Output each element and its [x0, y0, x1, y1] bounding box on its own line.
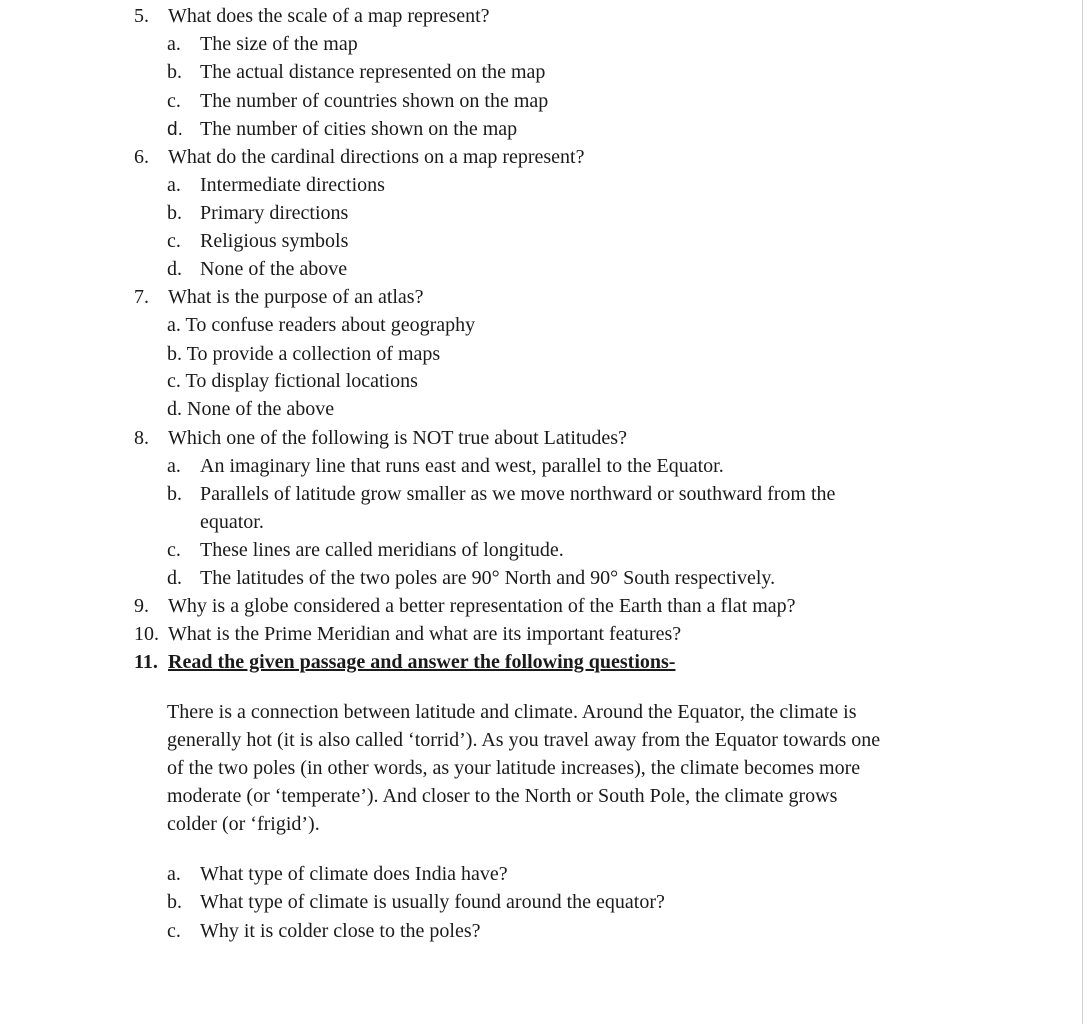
option-letter: c. [167, 920, 181, 942]
option-letter: a. [167, 33, 181, 55]
option-letter: a. [167, 455, 181, 477]
option-text: What type of climate does India have? [200, 863, 508, 885]
question-11-text: Read the given passage and answer the following questions- [168, 651, 676, 673]
question-6-option-a [167, 173, 385, 197]
question-7-text: What is the purpose of an atlas? [168, 286, 424, 308]
question-5-text: What does the scale of a map represent? [168, 5, 490, 27]
option-letter: b. [167, 61, 182, 83]
question-9-text: Why is a globe considered a better representation of the Earth than a flat map? [168, 595, 796, 617]
option-letter: a. [167, 863, 181, 885]
question-7-option-b: b. To provide a collection of maps [167, 343, 441, 365]
option-letter: d. [167, 567, 182, 589]
option-text: The actual distance represented on the map [200, 61, 546, 83]
option-letter: c. [167, 230, 181, 252]
question-7-option-d: d. None of the above [167, 398, 335, 420]
option-letter: b. [167, 202, 182, 224]
option-letter: d. [167, 119, 183, 140]
question-8-option-b-continuation: equator. [200, 511, 264, 533]
question-8-number: 8. [134, 427, 149, 449]
question-5-number: 5. [134, 5, 149, 27]
option-text: The latitudes of the two poles are 90° North and 90° South respectively. [200, 567, 776, 589]
option-text: Parallels of latitude grow smaller as we move northward or southward from the [200, 483, 836, 505]
question-7-number: 7. [134, 286, 149, 308]
question-6 [134, 145, 585, 169]
question-6-option-d [167, 257, 347, 281]
question-6-text: What do the cardinal directions on a map represent? [168, 146, 585, 168]
option-text: The number of countries shown on the map [200, 90, 549, 112]
passage-line-3: of the two poles (in other words, as your latitude increases), the climate becomes more [167, 757, 861, 779]
question-5-option-a [167, 32, 358, 56]
question-9-number: 9. [134, 595, 149, 617]
question-5-option-b [167, 60, 545, 84]
passage-line-5: colder (or ‘frigid’). [167, 813, 320, 835]
option-text: Why it is colder close to the poles? [200, 920, 481, 942]
question-10-number: 10. [134, 623, 159, 645]
question-8-option-b [167, 482, 835, 506]
question-6-option-c [167, 229, 348, 253]
question-8-option-a [167, 454, 724, 478]
option-text: Primary directions [200, 202, 349, 224]
question-11-part-a [167, 862, 508, 886]
question-6-number: 6. [134, 146, 149, 168]
option-text: These lines are called meridians of longitude. [200, 539, 564, 561]
question-11-part-c [167, 919, 480, 943]
option-letter: b. [167, 483, 182, 505]
question-8-option-d [167, 566, 775, 590]
page-edge-divider [1082, 0, 1083, 1024]
question-8-option-c [167, 538, 564, 562]
option-letter: b. [167, 891, 182, 913]
option-text: The size of the map [200, 33, 358, 55]
question-10 [134, 622, 681, 646]
question-8 [134, 426, 627, 450]
question-11-number: 11. [134, 651, 158, 673]
question-7-option-c: c. To display fictional locations [167, 370, 418, 392]
option-letter: c. [167, 90, 181, 112]
option-text: Intermediate directions [200, 174, 385, 196]
option-text: The number of cities shown on the map [200, 118, 518, 140]
option-letter: a. [167, 174, 181, 196]
option-text: An imaginary line that runs east and west, parallel to the Equator. [200, 455, 724, 477]
option-text: What type of climate is usually found around the equator? [200, 891, 665, 913]
question-5-option-d [167, 117, 517, 142]
passage-line-4: moderate (or ‘temperate’). And closer to the North or South Pole, the climate grows [167, 785, 838, 807]
question-7 [134, 285, 423, 309]
question-5 [134, 4, 490, 28]
option-letter: c. [167, 539, 181, 561]
question-11-part-b [167, 890, 665, 914]
question-10-text: What is the Prime Meridian and what are its important features? [168, 623, 682, 645]
question-6-option-b [167, 201, 348, 225]
passage-line-1: There is a connection between latitude and climate. Around the Equator, the climate is [167, 701, 857, 723]
option-text: Religious symbols [200, 230, 349, 252]
question-5-option-c [167, 89, 548, 113]
question-7-option-a: a. To confuse readers about geography [167, 314, 476, 336]
question-8-text: Which one of the following is NOT true about Latitudes? [168, 427, 627, 449]
option-text: None of the above [200, 258, 348, 280]
passage-line-2: generally hot (it is also called ‘torrid’). As you travel away from the Equator towards one [167, 729, 881, 751]
option-letter: d. [167, 258, 182, 280]
question-9 [134, 594, 796, 618]
question-11 [134, 650, 675, 674]
